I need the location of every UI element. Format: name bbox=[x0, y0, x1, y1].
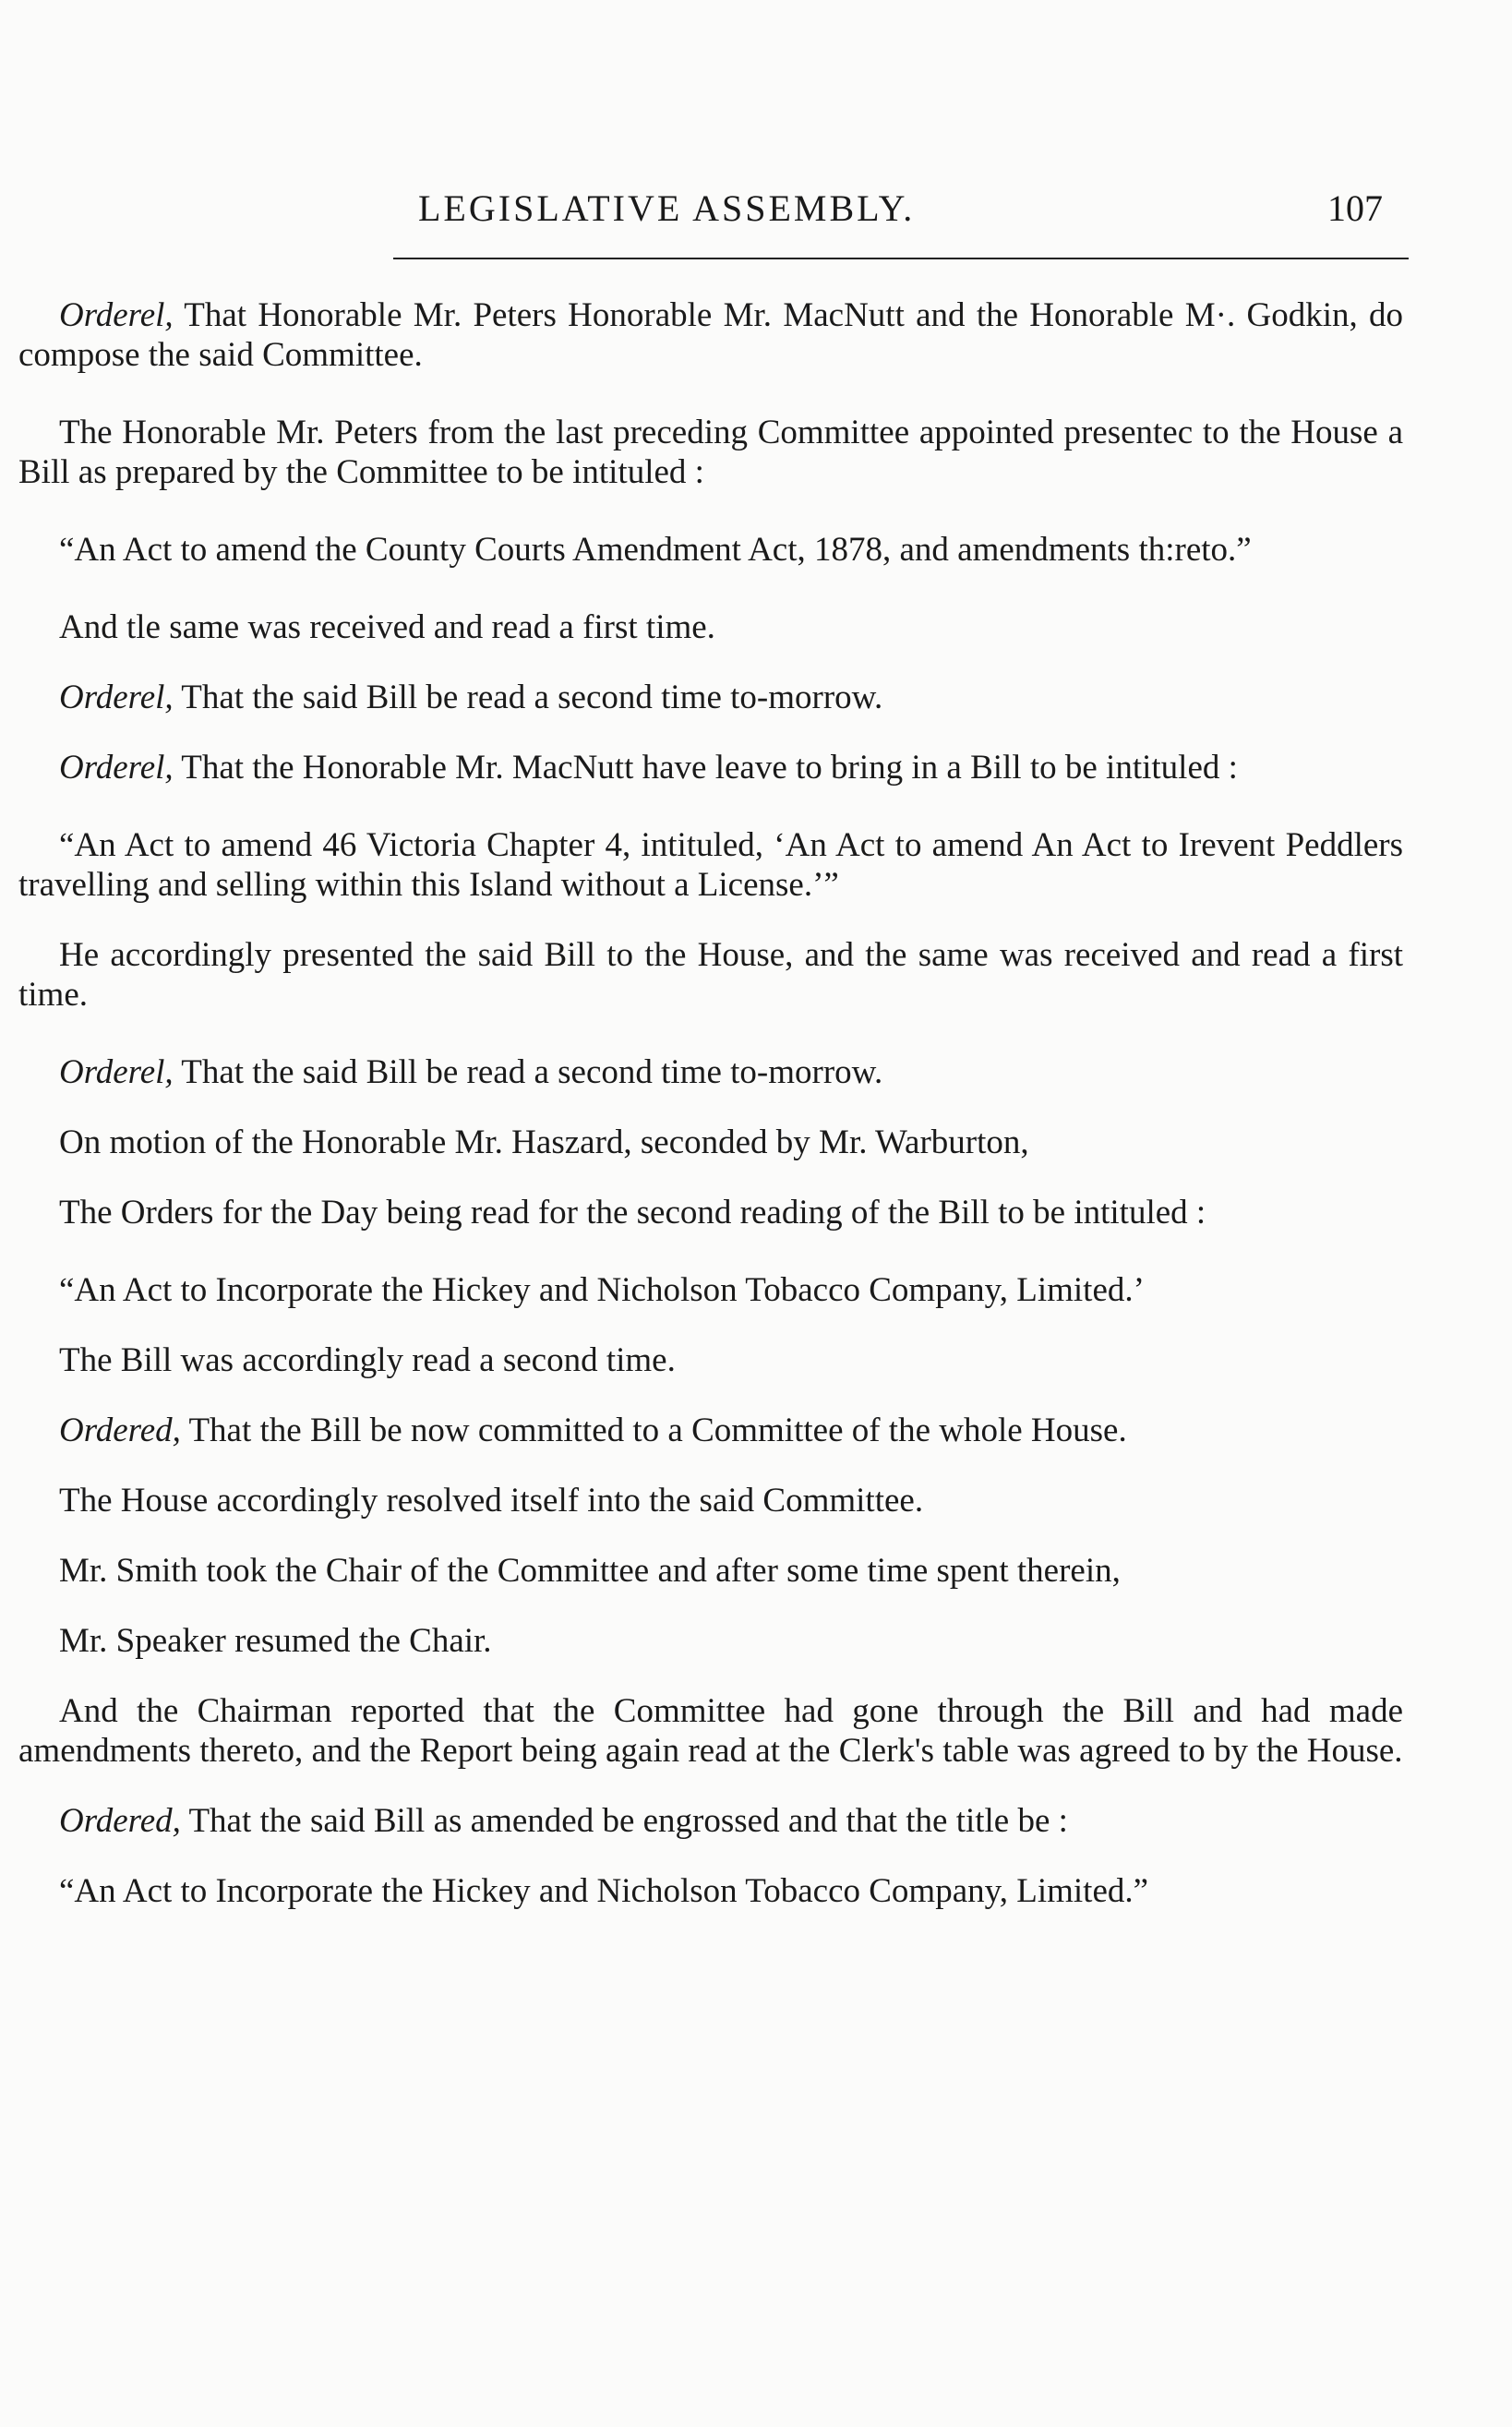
paragraph-text: Mr. Speaker resumed the Chair. bbox=[59, 1622, 492, 1660]
paragraph bbox=[18, 1801, 1403, 1841]
paragraph bbox=[18, 678, 1403, 717]
paragraph-text: Mr. Smith took the Chair of the Committee and after some time spent therein, bbox=[59, 1552, 1121, 1590]
paragraph-lead: Orderel, bbox=[59, 749, 174, 787]
paragraph-text: The Honorable Mr. Peters from the last preceding Committee appointed presentec to the House a Bill as prepared by the Committee to be intituled : bbox=[18, 414, 1403, 491]
paragraph-text: That the Bill be now committed to a Committee of the whole House. bbox=[180, 1412, 1127, 1449]
paragraph-text: The Orders for the Day being read for the second reading of the Bill to be intituled : bbox=[59, 1194, 1206, 1232]
paragraph bbox=[18, 1551, 1403, 1591]
page-number: 107 bbox=[1327, 187, 1383, 229]
paragraph bbox=[18, 295, 1403, 375]
paragraph-text: That the said Bill as amended be engrossed and that the title be : bbox=[180, 1802, 1068, 1840]
paragraph bbox=[18, 1691, 1403, 1771]
paragraph-text: “An Act to amend 46 Victoria Chapter 4, intituled, ‘An Act to amend An Act to Irevent Peddlers travelling and selling within this Island without a License.’” bbox=[18, 826, 1403, 904]
paragraph bbox=[18, 935, 1403, 1015]
paragraph bbox=[18, 530, 1403, 570]
paragraph bbox=[18, 1481, 1403, 1520]
paragraph bbox=[18, 607, 1403, 647]
paragraph-text: That the Honorable Mr. MacNutt have leave to bring in a Bill to be intituled : bbox=[173, 749, 1238, 787]
paragraph-text: That the said Bill be read a second time to-morrow. bbox=[173, 1053, 883, 1091]
paragraph-text: “An Act to amend the County Courts Amendment Act, 1878, and amendments th:reto.” bbox=[59, 531, 1252, 569]
paragraph-text: That Honorable Mr. Peters Honorable Mr. MacNutt and the Honorable M·. Godkin, do compose the said Committee. bbox=[18, 296, 1403, 374]
body-text bbox=[18, 295, 1403, 1949]
paragraph bbox=[18, 1270, 1403, 1310]
paragraph bbox=[18, 825, 1403, 905]
header-rule bbox=[393, 258, 1409, 259]
paragraph bbox=[18, 748, 1403, 787]
paragraph bbox=[18, 413, 1403, 492]
paragraph-text: He accordingly presented the said Bill to the House, and the same was received and read a first time. bbox=[18, 936, 1403, 1014]
paragraph bbox=[18, 1621, 1403, 1661]
paragraph-lead: Ordered, bbox=[59, 1802, 181, 1840]
paragraph bbox=[18, 1193, 1403, 1232]
page-header bbox=[397, 181, 1412, 236]
paragraph-text: “An Act to Incorporate the Hickey and Nicholson Tobacco Company, Limited.’ bbox=[59, 1271, 1145, 1309]
paragraph-text: And the Chairman reported that the Committee had gone through the Bill and had made amendments thereto, and the Report being again read at the Clerk's table was agreed to by the House. bbox=[18, 1692, 1403, 1770]
paragraph-text: And tle same was received and read a first time. bbox=[59, 608, 715, 646]
paragraph-text: “An Act to Incorporate the Hickey and Nicholson Tobacco Company, Limited.” bbox=[59, 1872, 1149, 1910]
paragraph-text: The Bill was accordingly read a second time. bbox=[59, 1341, 676, 1379]
paragraph bbox=[18, 1123, 1403, 1162]
paragraph-text: That the said Bill be read a second time to-morrow. bbox=[173, 679, 883, 716]
paragraph bbox=[18, 1340, 1403, 1380]
paragraph-lead: Orderel, bbox=[59, 1053, 174, 1091]
paragraph bbox=[18, 1871, 1403, 1911]
paragraph-lead: Orderel, bbox=[59, 679, 174, 716]
paragraph-lead: Orderel, bbox=[59, 296, 174, 334]
paragraph-text: On motion of the Honorable Mr. Haszard, seconded by Mr. Warburton, bbox=[59, 1123, 1029, 1161]
running-title: LEGISLATIVE ASSEMBLY. bbox=[418, 187, 916, 229]
paragraph bbox=[18, 1411, 1403, 1450]
paragraph-lead: Ordered, bbox=[59, 1412, 181, 1449]
paragraph-text: The House accordingly resolved itself into the said Committee. bbox=[59, 1482, 924, 1520]
paragraph bbox=[18, 1052, 1403, 1092]
